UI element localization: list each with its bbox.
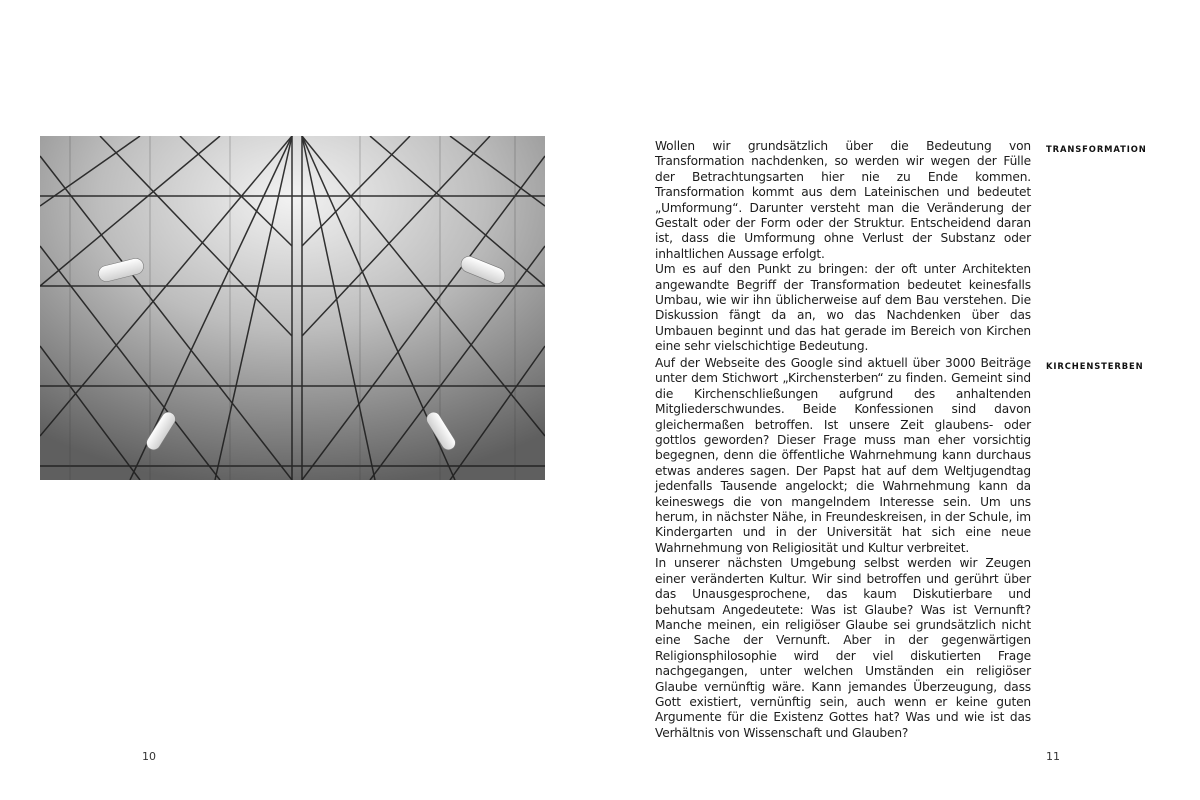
section-kirchensterben	[655, 356, 1031, 741]
section-heading-kirchensterben: KIRCHENSTERBEN	[1046, 361, 1144, 371]
section-transformation	[655, 139, 1031, 355]
paragraph: Um es auf den Punkt zu bringen: der oft unter Architekten angewandte Begriff der Transformation bedeutet keinesfalls Umbau, wie wir ihn üblicherweise auf dem Bau verstehen. Die Diskussion fängt da an, wo das Nachdenken über das Umbauen beginnt und das hat gerade im Bereich von Kirchen eine sehr vielschichtige Bedeutung.	[655, 262, 1031, 354]
paragraph: Wollen wir grundsätzlich über die Bedeutung von Transformation nachdenken, so werden wir wegen der Fülle der Betrachtungsarten hier nie zu Ende kommen. Transformation kommt aus dem Lateinischen und bedeutet „Umformung“. Darunter versteht man die Veränderung der Gestalt oder der Form oder der Struktur. Entscheidend daran ist, dass die Umformung ohne Verlust der Substanz oder inhaltlichen Aussage erfolgt.	[655, 139, 1031, 261]
page-number-right: 11	[1046, 750, 1060, 763]
section-heading-transformation: TRANSFORMATION	[1046, 144, 1147, 154]
paragraph: Auf der Webseite des Google sind aktuell über 3000 Beiträge unter dem Stichwort „Kirchensterben“ zu finden. Gemeint sind die Kirchenschließungen aufgrund des anhaltenden Mitgliederschwundes. Beide Konfessionen sind davon gleichermaßen betroffen. Ist unsere Zeit glaubens- oder gottlos geworden? Dieser Frage muss man eher vorsichtig begegnen, denn die öffentliche Wahrnehmung kann durchaus etwas anderes sagen. Der Papst hat auf dem Weltjugendtag jedenfalls Tausende angelockt; die Wahrnehmung kann da keineswegs die von mangelndem Interesse sein. Um uns herum, in nächster Nähe, in Freundeskreisen, in der Schule, im Kindergarten und in der Universität hat sich eine neue Wahrnehmung von Religiosität und Kultur verbreitet.	[655, 356, 1031, 555]
paragraph: In unserer nächsten Umgebung selbst werden wir Zeugen einer veränderten Kultur. Wir sind betroffen und gerührt über das Unausgesprochene, das kaum Diskutierbare und behutsam Angedeutete: Was ist Glaube? Was ist Vernunft? Manche meinen, ein religiöser Glaube sei grundsätzlich nicht eine Sache der Vernunft. Aber in der gegenwärtigen Religionsphilosophie wird der viel diskutierten Frage nachgegangen, unter welchen Umständen ein religiöser Glaube vernünftig wäre. Kann jemandes Überzeugung, dass Gott existiert, vernünftig sein, auch wenn er keine guten Argumente für die Existenz Gottes hat? Was und wie ist das Verhältnis von Wissenschaft und Glauben?	[655, 556, 1031, 740]
ceiling-photo	[40, 136, 545, 480]
ceiling-photo-graphic	[40, 136, 545, 480]
page-number-left: 10	[142, 750, 156, 763]
